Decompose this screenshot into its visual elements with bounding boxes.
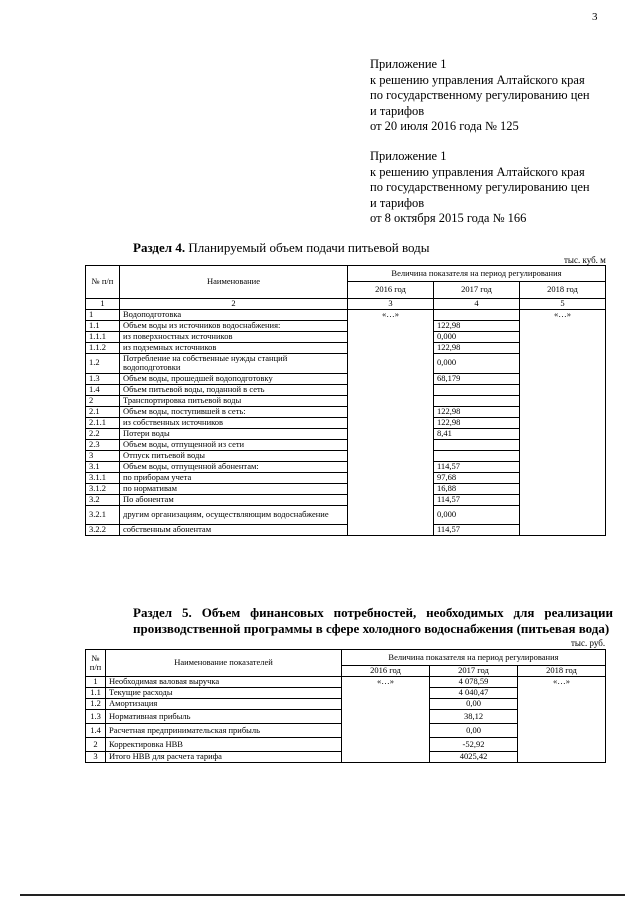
row-number: 2.3: [86, 439, 120, 450]
row-number: 1.1.2: [86, 342, 120, 353]
page-number: 3: [592, 11, 598, 23]
row-number: 1: [86, 677, 106, 688]
value-2017: 38,12: [430, 710, 518, 724]
name-header: Наименование: [120, 266, 348, 299]
value-2016: «…»: [348, 309, 434, 535]
row-number: 3.2.2: [86, 524, 120, 535]
value-2017: 4025,42: [430, 752, 518, 763]
row-number: 2.1: [86, 406, 120, 417]
value-2017: 114,57: [434, 524, 520, 535]
year-2017-header: 2017 год: [434, 282, 520, 299]
value-2016: «…»: [342, 677, 430, 763]
row-name: Текущие расходы: [106, 688, 342, 699]
row-number: 3.1.2: [86, 483, 120, 494]
row-number: 1.3: [86, 710, 106, 724]
row-number: 2.1.1: [86, 417, 120, 428]
section-5-title: [133, 605, 613, 637]
value-2017: [434, 395, 520, 406]
appendix-line: по государственному регулированию цен: [370, 180, 590, 194]
value-2018: «…»: [520, 309, 606, 535]
row-number: 3.2.1: [86, 505, 120, 524]
row-name: по нормативам: [120, 483, 348, 494]
row-number: 1.2: [86, 353, 120, 373]
appendix-line: по государственному регулированию цен: [370, 88, 590, 102]
value-2017: [434, 384, 520, 395]
row-number: 1.1.1: [86, 331, 120, 342]
row-number: 3: [86, 752, 106, 763]
value-2017: 97,68: [434, 472, 520, 483]
row-number: 1.4: [86, 724, 106, 738]
value-2017: 114,57: [434, 461, 520, 472]
row-name: Объем воды, поступившей в сеть:: [120, 406, 348, 417]
section-4-title: [133, 240, 430, 256]
value-2017: [434, 450, 520, 461]
water-volume-table: [85, 265, 606, 536]
value-2017: 0,00: [430, 699, 518, 710]
value-2017: 68,179: [434, 373, 520, 384]
column-number: 2: [120, 299, 348, 310]
appendix-line: Приложение 1: [370, 57, 447, 71]
row-name: из собственных источников: [120, 417, 348, 428]
name-header: Наименование показателей: [106, 650, 342, 677]
row-name: Отпуск питьевой воды: [120, 450, 348, 461]
value-2018: «…»: [518, 677, 606, 763]
row-name: Объем воды, отпущенной из сети: [120, 439, 348, 450]
period-header: Величина показателя на период регулирования: [342, 650, 606, 666]
row-name: Объем воды, отпущенной абонентам:: [120, 461, 348, 472]
table-row: [86, 677, 606, 688]
row-number: 1: [86, 309, 120, 320]
row-name: Нормативная прибыль: [106, 710, 342, 724]
section-5-number: Раздел 5.: [133, 605, 192, 620]
section-4-unit: тыс. куб. м: [564, 255, 606, 265]
value-2017: 122,98: [434, 406, 520, 417]
row-name: из поверхностных источников: [120, 331, 348, 342]
value-2017: 0,000: [434, 505, 520, 524]
column-number: 4: [434, 299, 520, 310]
appendix-line: от 8 октября 2015 года № 166: [370, 211, 527, 225]
num-header: № п/п: [86, 650, 106, 677]
row-name: Итого НВВ для расчета тарифа: [106, 752, 342, 763]
row-number: 1.1: [86, 688, 106, 699]
year-2016-header: 2016 год: [348, 282, 434, 299]
value-2017: 0,00: [430, 724, 518, 738]
row-number: 1.4: [86, 384, 120, 395]
row-name: собственным абонентам: [120, 524, 348, 535]
appendix-line: и тарифов: [370, 103, 425, 118]
column-number: 5: [520, 299, 606, 310]
value-2017: -52,92: [430, 738, 518, 752]
appendix-line: и тарифов: [370, 195, 425, 210]
row-number: 2: [86, 738, 106, 752]
row-number: 1.3: [86, 373, 120, 384]
year-2016-header: 2016 год: [342, 666, 430, 677]
appendix-line: к решению управления Алтайского края: [370, 164, 585, 179]
row-name: Потребление на собственные нужды станций водоподготовки: [120, 353, 348, 373]
row-name: Амортизация: [106, 699, 342, 710]
row-name: Транспортировка питьевой воды: [120, 395, 348, 406]
financial-needs-table: [85, 649, 606, 763]
section-5-title-text: Объем финансовых потребностей, необходимых для реализации производственной программы в сфере холодного водоснабжения (питьевая вода): [133, 605, 613, 636]
row-name: Корректировка НВВ: [106, 738, 342, 752]
row-name: Объем воды, прошедшей водоподготовку: [120, 373, 348, 384]
row-name: из подземных источников: [120, 342, 348, 353]
row-number: 3: [86, 450, 120, 461]
row-name: По абонентам: [120, 494, 348, 505]
year-2018-header: 2018 год: [518, 666, 606, 677]
value-2017: 114,57: [434, 494, 520, 505]
value-2017: 4 078,59: [430, 677, 518, 688]
row-name: Водоподготовка: [120, 309, 348, 320]
section-4-title-text: Планируемый объем подачи питьевой воды: [185, 240, 430, 255]
column-number: 3: [348, 299, 434, 310]
num-header: № п/п: [86, 266, 120, 299]
value-2017: [434, 439, 520, 450]
row-name: Необходимая валовая выручка: [106, 677, 342, 688]
row-number: 1.2: [86, 699, 106, 710]
row-number: 2: [86, 395, 120, 406]
value-2017: 0,000: [434, 353, 520, 373]
row-number: 3.1.1: [86, 472, 120, 483]
bottom-border-line: [20, 894, 625, 896]
column-number: 1: [86, 299, 120, 310]
row-name: Объем воды из источников водоснабжения:: [120, 320, 348, 331]
row-name: по приборам учета: [120, 472, 348, 483]
row-number: 2.2: [86, 428, 120, 439]
table-row: [86, 309, 606, 320]
appendix-line: от 20 июля 2016 года № 125: [370, 119, 519, 133]
appendix-line: Приложение 1: [370, 149, 447, 163]
row-number: 3.1: [86, 461, 120, 472]
appendix-2015-header: [370, 149, 590, 227]
year-2018-header: 2018 год: [520, 282, 606, 299]
row-name: другим организациям, осуществляющим водоснабжение: [120, 505, 348, 524]
value-2017: 122,98: [434, 320, 520, 331]
value-2017: 0,000: [434, 331, 520, 342]
period-header: Величина показателя на период регулирования: [348, 266, 606, 282]
appendix-2016-header: [370, 57, 590, 135]
row-name: Расчетная предпринимательская прибыль: [106, 724, 342, 738]
row-name: Объем питьевой воды, поданной в сеть: [120, 384, 348, 395]
section-5-unit: тыс. руб.: [571, 638, 606, 648]
row-number: 1.1: [86, 320, 120, 331]
section-4-number: Раздел 4.: [133, 240, 186, 255]
row-name: Потери воды: [120, 428, 348, 439]
value-2017: 122,98: [434, 342, 520, 353]
year-2017-header: 2017 год: [430, 666, 518, 677]
value-2017: [434, 309, 520, 320]
value-2017: 4 040,47: [430, 688, 518, 699]
value-2017: 16,88: [434, 483, 520, 494]
value-2017: 8,41: [434, 428, 520, 439]
value-2017: 122,98: [434, 417, 520, 428]
row-number: 3.2: [86, 494, 120, 505]
appendix-line: к решению управления Алтайского края: [370, 72, 585, 87]
